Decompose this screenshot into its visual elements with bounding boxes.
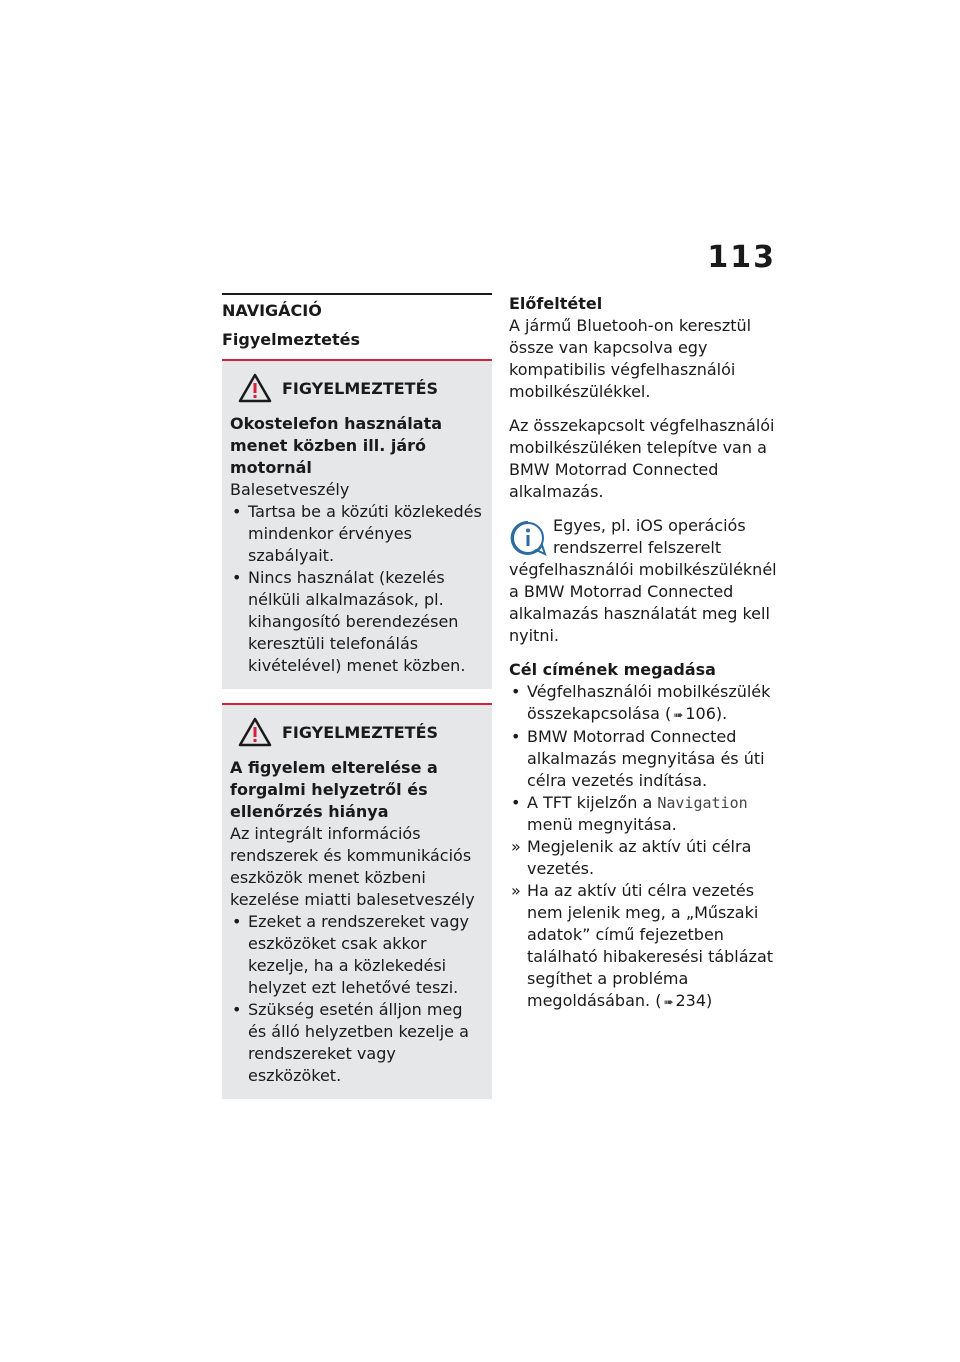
warning-label: FIGYELMEZTETÉS [282,378,439,398]
warning-title: A figyelem elterelése a forgalmi helyzetről és ellenőrzés hiánya [230,758,438,821]
page-ref[interactable]: 106 [685,704,716,723]
list-item: • BMW Motorrad Connected alkalmazás megnyitása és úti célra vezetés indítása. [509,726,779,792]
prerequisite-heading: Előfeltétel [509,294,603,313]
list-item: • Ezeket a rendszereket vagy eszközöket csak akkor kezelje, ha a közlekedési helyzet ezt lehetővé teszi. [230,911,484,999]
prerequisite-paragraph: Az összekapcsolt végfelhasználói mobilkészüléken telepítve van a BMW Motorrad Connected alkalmazás. [509,416,775,501]
page-ref[interactable]: 234 [675,991,707,1010]
warning-text: Balesetveszély [230,480,350,499]
list-item: » Megjelenik az aktív úti célra vezetés. [509,836,779,880]
step-text: A TFT kijelzőn a [527,793,658,812]
warning-title: Okostelefon használata menet közben ill. járó motornál [230,414,443,477]
step-text: Végfelhasználói mobilkészülék összekapcsolása ( [527,682,771,723]
page-ref-arrow-icon: ➠ [663,995,674,1009]
section-title: NAVIGÁCIÓ [222,293,492,320]
menu-name: Navigation [657,794,748,812]
step-list [509,681,779,836]
info-note [509,515,779,647]
prerequisite-paragraph: A jármű Bluetooh-on keresztül össze van kapcsolva egy kompatibilis végfelhasználói mobilkészülékkel. [509,316,752,401]
warning-triangle-icon [238,373,272,403]
warning-label: FIGYELMEZTETÉS [282,722,439,742]
warning-text: Az integrált információs rendszerek és kommunikációs eszközök menet közbeni kezelése miatti balesetveszély [230,824,475,909]
destination-heading: Cél címének megadása [509,660,716,679]
list-item [509,880,779,1013]
list-item: • Tartsa be a közúti közlekedés mindenkor érvényes szabályait. [230,501,484,567]
warning-box-1 [222,359,492,689]
info-text: Egyes, pl. iOS operációs rendszerrel felszerelt végfelhasználói mobilkészüléknél a BMW Motorrad Connected alkalmazás használatát meg kell nyitni. [509,516,777,645]
warning-triangle-icon [238,717,272,747]
right-column [509,293,779,1013]
sub-title: Figyelmeztetés [222,330,360,349]
list-item [509,681,779,726]
page-number: 113 [707,240,776,275]
page-ref-arrow-icon: ➠ [673,708,684,722]
warning-box-2 [222,703,492,1099]
list-item [509,792,779,836]
list-item: • Szükség esetén álljon meg és álló helyzetben kezelje a rendszereket vagy eszközöket. [230,999,484,1087]
result-list [509,836,779,1013]
result-text: Ha az aktív úti célra vezetés nem jelenik meg, a „Műszaki adatok” című fejezetben található hibakeresési táblázat segíthet a probléma megoldásában. ( [527,881,774,1010]
info-icon [509,519,547,557]
step-text-end: ). [715,704,728,723]
result-text-end: ) [706,991,713,1010]
list-item: • Nincs használat (kezelés nélküli alkalmazások, pl. kihangosító berendezésen keresztüli telefonálás kivételével) menet közben. [230,567,484,677]
left-column [222,293,492,1113]
step-text-end: menü megnyitása. [527,815,677,834]
